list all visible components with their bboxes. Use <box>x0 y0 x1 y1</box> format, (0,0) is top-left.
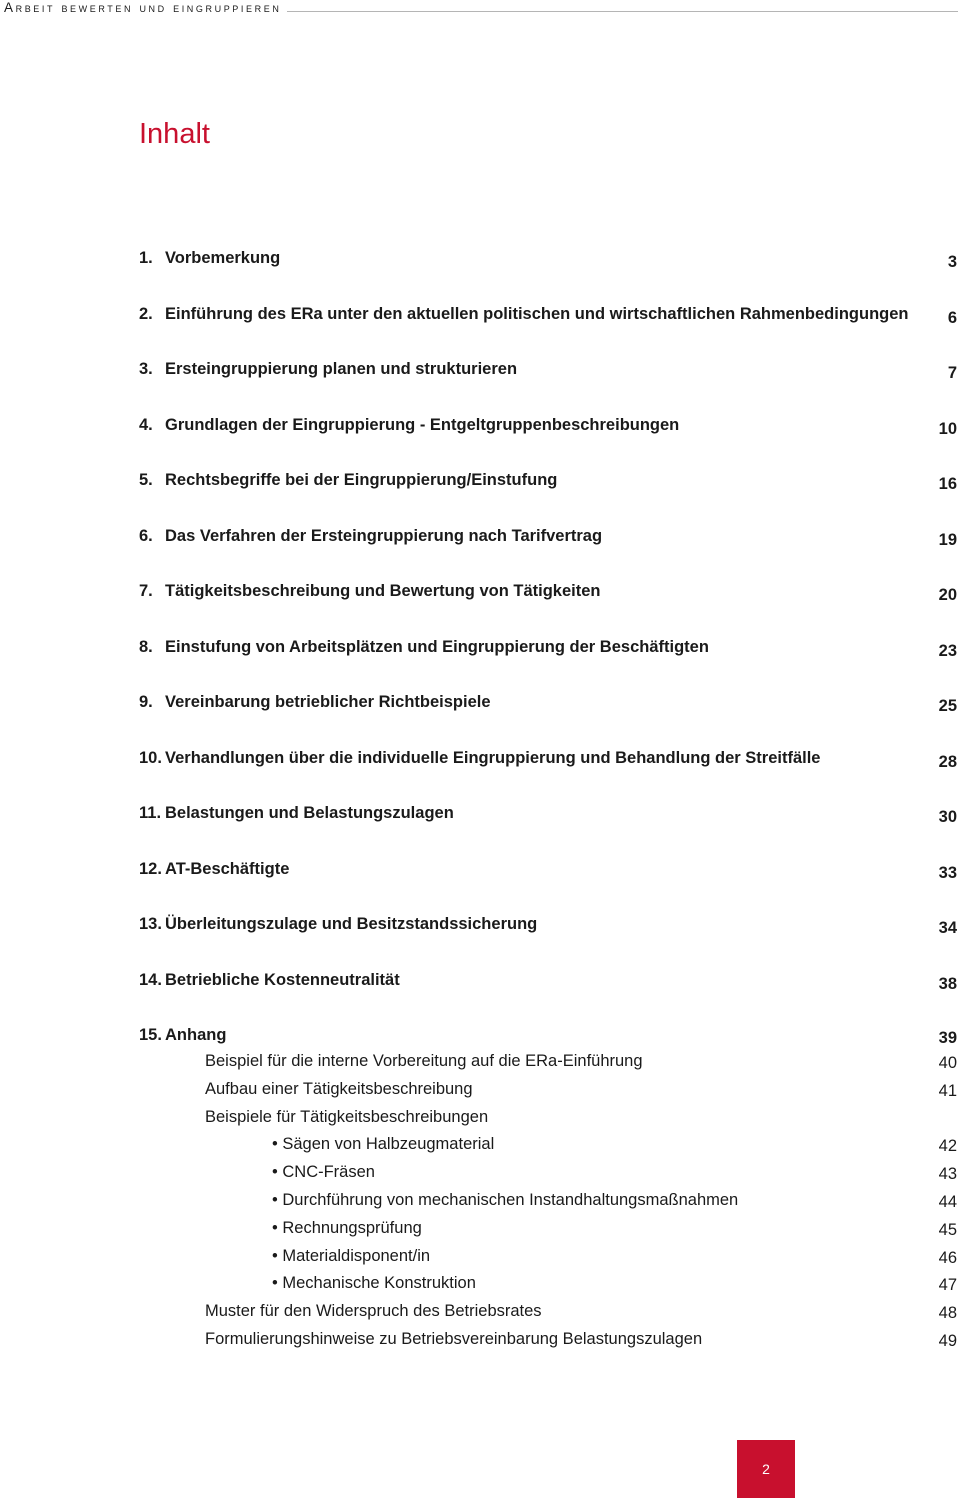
toc-entry-page: 39 <box>938 1029 957 1047</box>
toc-subentry-label: Aufbau einer Tätigkeitsbeschreibung <box>205 1079 473 1098</box>
toc-subentry-page: 45 <box>938 1220 957 1239</box>
toc-entry-page: 28 <box>938 752 957 771</box>
toc-entry-number: 8. <box>139 637 153 656</box>
toc-bullet-label: • Durchführung von mechanischen Instandhaltungsmaßnahmen <box>272 1190 739 1209</box>
toc-entry[interactable] <box>139 300 957 356</box>
toc-subentry-label: Formulierungshinweise zu Betriebsvereinbarung Belastungszulagen <box>205 1329 703 1348</box>
toc-subentry[interactable] <box>205 1328 957 1356</box>
toc-entry[interactable] <box>139 466 957 522</box>
toc-entry-number: 15. <box>139 1026 162 1044</box>
toc-entry-page: 20 <box>938 586 957 604</box>
toc-anhang-sublist <box>205 1050 957 1356</box>
toc-entry-number: 14. <box>139 970 162 989</box>
toc-bullet-label: • Materialdisponent/in <box>272 1246 431 1265</box>
toc-subentry-page: 40 <box>938 1054 957 1072</box>
running-header <box>0 0 958 20</box>
toc-subentry[interactable] <box>205 1050 957 1078</box>
toc-bullet-label: • CNC-Fräsen <box>272 1163 375 1182</box>
toc-entry[interactable] <box>139 744 957 800</box>
header-title: Arbeit bewerten und eingruppieren <box>4 0 282 15</box>
toc-entry-number: 2. <box>139 304 153 323</box>
toc-entry-number: 1. <box>139 249 153 267</box>
toc-entry-label: Überleitungszulage und Besitzstandssicherung <box>165 915 538 933</box>
toc-entry-label: Ersteingruppierung planen und strukturieren <box>165 360 518 378</box>
header-rule <box>287 11 958 12</box>
toc-entry-label: Einführung des ERa unter den aktuellen politischen und wirtschaftlichen Rahmenbedingungen <box>165 304 909 323</box>
toc-subentry-label: Muster für den Widerspruch des Betriebsrates <box>205 1302 542 1321</box>
toc-entry-label: Verhandlungen über die individuelle Eingruppierung und Behandlung der Streitfälle <box>165 748 821 767</box>
toc-entry-page: 30 <box>938 808 957 826</box>
toc-entry-label: Belastungen und Belastungszulagen <box>165 804 454 822</box>
toc-entry-anhang[interactable] <box>139 1022 957 1050</box>
toc-bullet-entry[interactable] <box>205 1217 957 1245</box>
toc-subentry-page: 42 <box>938 1137 957 1156</box>
toc-entry-number: 6. <box>139 526 153 545</box>
toc-bullet-label: • Rechnungsprüfung <box>272 1218 422 1237</box>
page-number-badge: 2 <box>737 1440 795 1498</box>
toc-subentry-page: 43 <box>938 1165 957 1184</box>
toc-entry-label: Das Verfahren der Ersteingruppierung nach Tarifvertrag <box>165 526 603 545</box>
toc-entry-page: 3 <box>947 253 957 271</box>
toc-subentry-page: 47 <box>938 1276 957 1295</box>
toc-bullet-label: • Mechanische Konstruktion <box>272 1274 476 1293</box>
toc-bullet-label: • Sägen von Halbzeugmaterial <box>272 1135 495 1154</box>
toc-entry-number: 3. <box>139 360 153 378</box>
toc-subentry[interactable] <box>205 1300 957 1328</box>
toc-bullet-entry[interactable] <box>205 1133 957 1161</box>
toc-entry[interactable] <box>139 577 957 633</box>
toc-entry-number: 5. <box>139 471 153 489</box>
toc-entry-page: 38 <box>938 974 957 993</box>
toc-entry-number: 7. <box>139 582 153 600</box>
toc-entry[interactable] <box>139 910 957 966</box>
toc-entry[interactable] <box>139 855 957 911</box>
toc-entry[interactable] <box>139 633 957 689</box>
toc-subentry[interactable] <box>205 1078 957 1106</box>
toc-entry[interactable] <box>139 966 957 1022</box>
toc-subentry-page: 48 <box>938 1304 957 1323</box>
toc-entry[interactable] <box>139 799 957 855</box>
toc-entry-label: Einstufung von Arbeitsplätzen und Eingruppierung der Beschäftigten <box>165 637 709 656</box>
toc-subentry-page: 46 <box>938 1248 957 1267</box>
toc-entry-page: 6 <box>947 308 957 327</box>
toc-entry-label: Rechtsbegriffe bei der Eingruppierung/Einstufung <box>165 471 558 489</box>
toc-subentry-label: Beispiel für die interne Vorbereitung auf die ERa-Einführung <box>205 1052 643 1070</box>
toc-entry-label: Tätigkeitsbeschreibung und Bewertung von Tätigkeiten <box>165 582 601 600</box>
toc-entry-number: 9. <box>139 693 153 711</box>
toc-entry-page: 7 <box>947 364 957 382</box>
toc-entry-page: 16 <box>938 475 957 493</box>
toc-entry-page: 34 <box>938 919 957 937</box>
toc-bullet-entry[interactable] <box>205 1161 957 1189</box>
toc-entry[interactable] <box>139 688 957 744</box>
toc-bullet-entry[interactable] <box>205 1189 957 1217</box>
toc-subentry-page: 44 <box>938 1192 957 1211</box>
toc-entry-number: 13. <box>139 915 162 933</box>
toc-entry-label: Anhang <box>165 1026 227 1044</box>
toc-entry-label: AT-Beschäftigte <box>165 859 290 878</box>
toc-entry-page: 19 <box>938 530 957 549</box>
toc-entry-page: 33 <box>938 863 957 882</box>
toc-subentry-page: 41 <box>938 1081 957 1100</box>
toc-entry-label: Vorbemerkung <box>165 249 281 267</box>
toc-subentry-page: 49 <box>938 1331 957 1350</box>
toc-subentry-heading[interactable] <box>205 1106 957 1134</box>
toc-bullet-entry[interactable] <box>205 1245 957 1273</box>
toc-bullet-entry[interactable] <box>205 1272 957 1300</box>
toc-entry-page: 25 <box>938 697 957 715</box>
toc-entry-number: 4. <box>139 415 153 434</box>
toc-subentry-label: Beispiele für Tätigkeitsbeschreibungen <box>205 1107 489 1126</box>
toc-entry[interactable] <box>139 355 957 411</box>
toc-entry-page: 23 <box>938 641 957 660</box>
toc-entry[interactable] <box>139 244 957 300</box>
toc-entry[interactable] <box>139 411 957 467</box>
toc-entry-number: 11. <box>139 804 162 822</box>
page-title: Inhalt <box>139 118 210 150</box>
toc-entry-number: 10. <box>139 748 162 767</box>
toc-main-list <box>139 244 957 1021</box>
toc-entry-label: Grundlagen der Eingruppierung - Entgeltgruppenbeschreibungen <box>165 415 680 434</box>
toc-entry-label: Betriebliche Kostenneutralität <box>165 970 400 989</box>
toc-entry-number: 12. <box>139 859 162 878</box>
toc-entry-label: Vereinbarung betrieblicher Richtbeispiele <box>165 693 491 711</box>
toc-entry-page: 10 <box>938 419 957 438</box>
toc-entry[interactable] <box>139 522 957 578</box>
